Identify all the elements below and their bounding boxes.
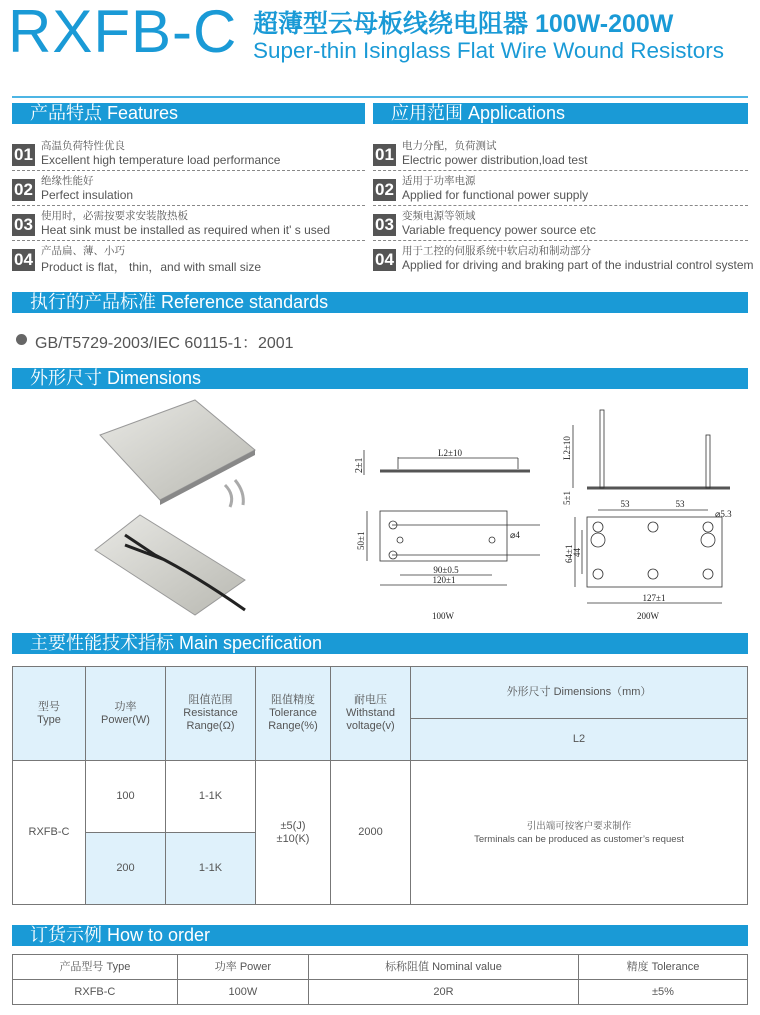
- feature-item: [12, 206, 365, 241]
- header-l2: L2: [411, 719, 748, 761]
- dim-label: 2±1: [354, 457, 365, 473]
- dim-label: ⌀4: [510, 530, 520, 540]
- number-badge: 02: [373, 179, 396, 201]
- application-item: [373, 206, 748, 241]
- title-cn: 超薄型云母板线绕电阻器 100W-200W: [253, 10, 674, 38]
- cell-power: 100: [86, 761, 166, 833]
- number-badge: 02: [12, 179, 35, 201]
- number-badge: 03: [12, 214, 35, 236]
- dim-label: 64±1: [564, 544, 574, 563]
- dim-label: ⌀5.3: [715, 509, 732, 519]
- order-value: RXFB-C: [13, 980, 178, 1005]
- number-badge: 04: [373, 249, 396, 271]
- header-range: 阻值范围 Resistance Range(Ω): [166, 667, 256, 761]
- dim-label: L2±10: [438, 448, 462, 458]
- number-badge: 01: [373, 144, 396, 166]
- application-en: Applied for driving and braking part of the industrial control system: [402, 258, 754, 272]
- bullet-icon: [16, 334, 27, 345]
- resistor-photo-100w: [100, 400, 255, 500]
- dim-label: 120±1: [432, 575, 456, 585]
- order-bar: 订货示例 How to order: [12, 925, 748, 946]
- drawing-label-200w: 200W: [637, 611, 659, 621]
- feature-en: Product is flat， thin，and with small size: [41, 260, 262, 274]
- dim-label: 90±0.5: [433, 565, 459, 575]
- dim-label: 50±1: [356, 531, 366, 550]
- feature-en: Excellent high temperature load performance: [41, 153, 281, 167]
- spec-bar: 主要性能技术指标 Main specification: [12, 633, 748, 654]
- feature-cn: 产品扁、薄、小巧: [41, 245, 125, 257]
- product-photos: [85, 395, 260, 625]
- drawing-label-100w: 100W: [432, 611, 454, 621]
- feature-item: [12, 171, 365, 206]
- order-value: ±5%: [578, 980, 747, 1005]
- order-header: 标称阻值 Nominal value: [309, 955, 579, 980]
- resistor-photo-200w: [95, 515, 245, 615]
- header-type: 型号 Type: [13, 667, 86, 761]
- dimension-drawings: [350, 405, 760, 625]
- application-en: Variable frequency power source etc: [402, 223, 596, 237]
- dim-label: L2±10: [562, 436, 572, 460]
- application-en: Electric power distribution,load test: [402, 153, 588, 167]
- application-cn: 适用于功率电源: [402, 175, 476, 187]
- application-item: [373, 241, 754, 276]
- number-badge: 03: [373, 214, 396, 236]
- header-tolerance: 阻值精度 Tolerance Range(%): [256, 667, 331, 761]
- standards-bar: 执行的产品标准 Reference standards: [12, 292, 748, 313]
- application-cn: 用于工控的伺服系统中软启动和制动部分: [402, 245, 591, 257]
- drawing-200w: [573, 410, 730, 603]
- cell-tolerance: ±5(J) ±10(K): [256, 761, 331, 905]
- application-cn: 电力分配，负荷测试: [402, 140, 497, 152]
- feature-item: [12, 136, 365, 171]
- feature-item: [12, 241, 365, 276]
- feature-cn: 使用时，必需按要求安装散热板: [41, 210, 188, 222]
- applications-bar: 应用范围 Applications: [373, 103, 748, 124]
- model-title: RXFB-C: [8, 0, 238, 65]
- header-divider: [12, 96, 748, 98]
- header-dimensions: 外形尺寸 Dimensions（mm）: [411, 667, 748, 719]
- cell-note: 引出端可按客户要求制作 Terminals can be produced as customer’s request: [411, 761, 748, 905]
- application-en: Applied for functional power supply: [402, 188, 589, 202]
- feature-en: Perfect insulation: [41, 188, 134, 202]
- feature-cn: 绝缘性能好: [41, 175, 94, 187]
- cell-range: 1-1K: [166, 833, 256, 905]
- feature-en: Heat sink must be installed as required when it' s used: [41, 223, 331, 237]
- order-table: [12, 954, 748, 1005]
- order-value: 20R: [309, 980, 579, 1005]
- spec-table: [12, 666, 748, 905]
- cell-power: 200: [86, 833, 166, 905]
- cell-range: 1-1K: [166, 761, 256, 833]
- feature-cn: 高温负荷特性优良: [41, 140, 125, 152]
- order-header: 精度 Tolerance: [578, 955, 747, 980]
- application-cn: 变频电源等领域: [402, 210, 476, 222]
- header-power: 功率 Power(W): [86, 667, 166, 761]
- order-value: 100W: [177, 980, 308, 1005]
- dim-label: 127±1: [642, 593, 666, 603]
- order-header: 产品型号 Type: [13, 955, 178, 980]
- application-item: [373, 171, 748, 206]
- order-header: 功率 Power: [177, 955, 308, 980]
- dim-label: 53: [675, 499, 685, 509]
- dim-label: 44: [572, 548, 582, 557]
- applications-list: [373, 136, 754, 276]
- standard-text: GB/T5729-2003/IEC 60115-1：2001: [35, 335, 294, 352]
- features-bar: 产品特点 Features: [12, 103, 365, 124]
- header-voltage: 耐电压 Withstand voltage(v): [331, 667, 411, 761]
- dim-label: 5±1: [562, 491, 572, 505]
- application-item: [373, 136, 748, 171]
- dimensions-bar: 外形尺寸 Dimensions: [12, 368, 748, 389]
- number-badge: 01: [12, 144, 35, 166]
- cell-type: RXFB-C: [13, 761, 86, 905]
- title-en: Super-thin Isinglass Flat Wire Wound Resistors: [253, 38, 725, 63]
- features-list: [12, 136, 365, 276]
- dim-label: 53: [620, 499, 630, 509]
- number-badge: 04: [12, 249, 35, 271]
- cell-voltage: 2000: [331, 761, 411, 905]
